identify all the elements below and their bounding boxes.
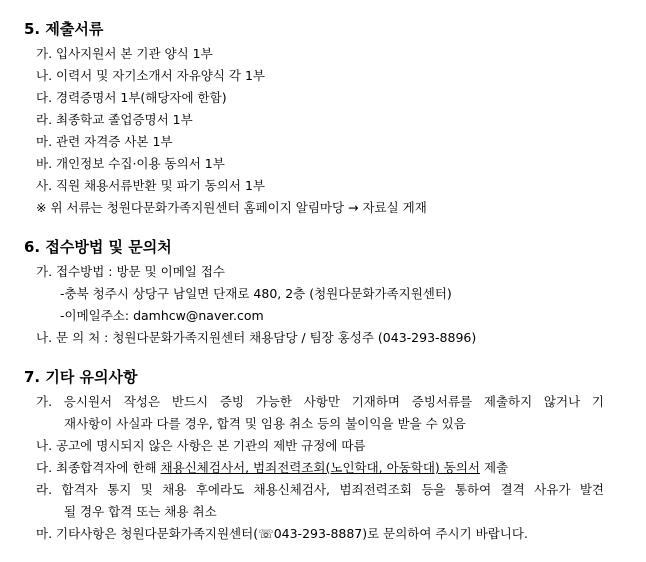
section-5-heading: 5. 제출서류 [24,20,104,38]
submission-address: -충북 청주시 상당구 남일면 단재로 480, 2층 (청원다문화가족지원센터) [60,286,452,301]
doc-note: ※ 위 서류는 청원다문화가족지원센터 홈페이지 알림마당 → 자료실 게재 [36,200,427,215]
doc-item-na: 나. 이력서 및 자기소개서 자유양식 각 1부 [36,68,265,83]
note-ra-line1: 라. 합격자 통지 및 채용 후에라도 채용신체검사, 범죄전력조회 등을 통하여 결격 사유가 발견 [36,482,604,497]
doc-item-ra: 라. 최종학교 졸업증명서 1부 [36,112,193,127]
note-ma: 마. 기타사항은 청원다문화가족지원센터(☏043-293-8887)로 문의하여 주시기 바랍니다. [36,526,528,541]
note-ga-line2: 재사항이 사실과 다를 경우, 합격 및 임용 취소 등의 불이익을 받을 수 있음 [64,416,466,431]
doc-item-sa: 사. 직원 채용서류반환 및 파기 동의서 1부 [36,178,265,193]
note-ga-line1: 가. 응시원서 작성은 반드시 증빙 가능한 사항만 기재하며 증빙서류를 제출하지 않거나 기 [36,394,604,409]
submission-email: -이메일주소: damhcw@naver.com [60,308,264,323]
note-da-prefix: 다. 최종합격자에 한해 [36,460,161,475]
doc-item-ma: 마. 관련 자격증 사본 1부 [36,134,173,149]
section-6-heading: 6. 접수방법 및 문의처 [24,238,172,256]
section-7-heading: 7. 기타 유의사항 [24,368,138,386]
submission-method: 가. 접수방법 : 방문 및 이메일 접수 [36,264,226,279]
doc-item-ba: 바. 개인정보 수집·이용 동의서 1부 [36,156,225,171]
contact-info: 나. 문 의 처 : 청원다문화가족지원센터 채용담당 / 팀장 홍성주 (043-293-8896) [36,330,477,345]
doc-item-ga: 가. 입사지원서 본 기관 양식 1부 [36,46,213,61]
doc-item-da: 다. 경력증명서 1부(해당자에 한함) [36,90,227,105]
note-da-underlined: 채용신체검사서, 범죄전력조회(노인학대, 아동학대) 동의서 [160,460,480,475]
note-na: 나. 공고에 명시되지 않은 사항은 본 기관의 제반 규정에 따름 [36,438,366,453]
note-da [36,462,634,475]
note-da-suffix: 제출 [480,460,509,475]
note-ra-line2: 될 경우 합격 또는 채용 취소 [64,504,217,519]
